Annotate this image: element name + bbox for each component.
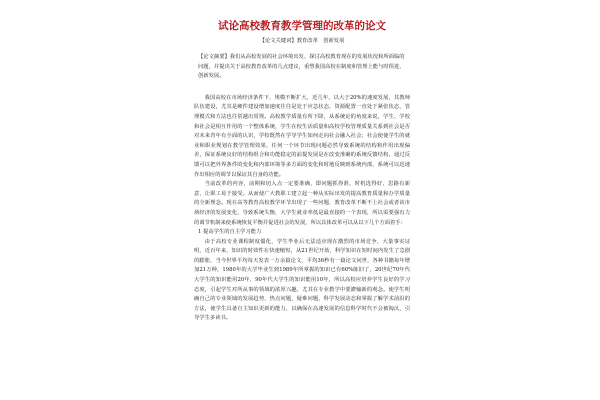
document-page (194, 20, 410, 394)
document-title: 试论高校教育教学管理的改革的论文 (218, 20, 386, 32)
body-paragraph-2: 当前改革的内容，前期和切入点一定要准确，即问题抓得准，时机选得好，思路有新意，让职工易于接受。从而使广大教职工建立起一种从实际出发的提高教育质量和办学质量的全新理念。现在高等教育高校教学环节出现了一些问题，教育改革不断不上社会或者该市场经济的发展变化，导致系统失衡，大学生就业率低是最直接的一个表现，所以需要强有力的调节机制来使系统恢复平衡并促进社会的发展，所以具体改革可以从以下几个方面着手： (194, 181, 410, 226)
body-paragraph-3: 由于高校专业课程制度僵化，学生毕业后无法适应现在激烈的市场竞争，大量事实证明，近百年来，知识的时效性在快速缩短，从21世纪开始，科学知识在短时间内发生了急剧的膨胀，当今世界平均每天发表一万余篇论文，平均36秒有一篇论文问世，各种书籍每年增加21万种，1980年的大学毕业生到1989年所掌握的知识已有60%陈旧了，20世纪70年代大学生的知识能用20年，90年代大学生的知识能用10年，所以高校应培养学生良好的学习态度，引起学生对所从事的领域的浓厚兴趣，尤其在专业教学中要灌输新的观念。使学生明确自己的专业领域的发展趋势，热点问题，疑难问题，科学发展动态和掌握了解学术前沿的方法，使学生具备自主知识更新的能力，以确保在高速发展的信息科学时代不会被淘汰，引导学生多读书。 (194, 238, 410, 322)
abstract: 【论文摘要】我们从高校发展的社会环境出发，探讨高校教育现在的发展状况和所面临的问题，并提出关于高校教育改革的几点建议，重塑我国高校在制度和管理上能与时俱进，创新发展。 (198, 54, 405, 80)
body-paragraph-1: 我国高校在市场经济条件下，规模不断扩大，近几年，以大于20%的速度发展，其教师队伍建设，尤其是硬件建设增加速度往往是处于应急状态，资源配置一直处于紧张状态，管理模式和方法也往常越出常规。高校教学质量有所下降，从系统论的角度来说，学生、学校和社会是相互作用的一个整体系统，学生在校生活质量和高校学校管理质量关系到社会是否对未来青年有全面的认识，学校既然在学导学生如何走向社会融入社会；社会使使学生的就业和职业规划在教学管理效果，任何一个环节出现问题必然导致系统的结构和作用出现偏差，保证系统良好的结构组合和功能稳定的前提发展是在改变准确的系统反馈结构，通过反馈可以把外界条件的变化和内部环境等多方面的变化和时地反映到系统内部，系统可以迅速作出相应的调节以保证其自身的功能。 (194, 94, 410, 178)
section-heading: 1 提高学生的自主学习能力 (198, 229, 262, 236)
keywords-line: 【论文关键词】教育改革 创新发展 (259, 38, 345, 44)
